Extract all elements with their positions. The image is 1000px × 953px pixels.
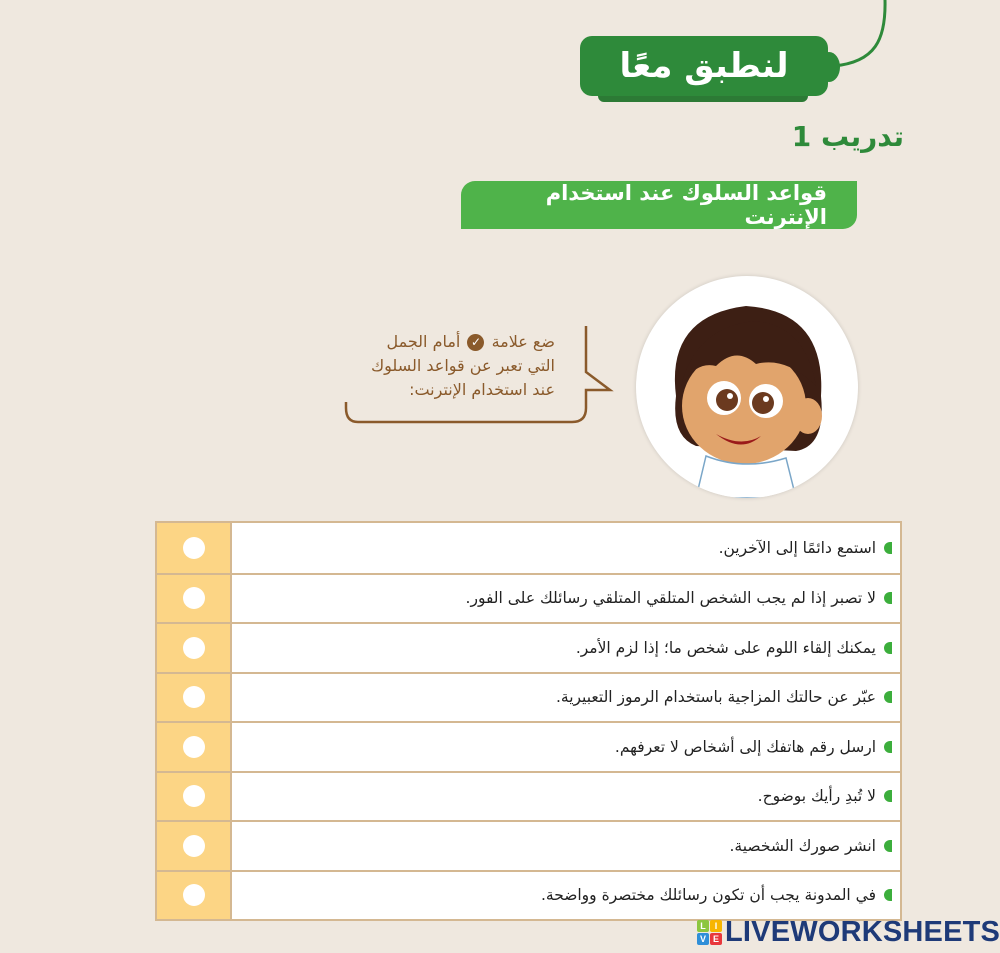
instruction-line1-a: ضع علامة (491, 332, 555, 351)
statement-text: في المدونة يجب أن تكون رسائلك مختصرة وواضحة. (540, 886, 876, 905)
table-row (157, 523, 900, 573)
table-row (157, 870, 900, 920)
logo-letter: V (697, 933, 709, 945)
exercise-title: تدريب 1 (791, 120, 904, 153)
statement-cell (232, 773, 900, 821)
table-row (157, 622, 900, 672)
statement-text: استمع دائمًا إلى الآخرين. (718, 538, 876, 557)
bullet-icon (884, 592, 892, 604)
watermark-text: LIVEWORKSHEETS (725, 915, 1000, 948)
check-target[interactable] (183, 537, 205, 559)
statement-text: عبّر عن حالتك المزاجية باستخدام الرموز التعبيرية. (555, 688, 876, 707)
statement-text: انشر صورك الشخصية. (729, 836, 876, 855)
check-cell (157, 723, 232, 771)
liveworksheets-watermark (697, 914, 1000, 950)
statement-cell (232, 723, 900, 771)
logo-letter: I (710, 920, 722, 932)
instruction-text (355, 330, 555, 402)
statement-cell (232, 523, 900, 573)
statement-text: لا تُبدِ رأيك بوضوح. (757, 787, 876, 806)
instruction-line1-b: أمام الجمل (386, 332, 461, 351)
table-row (157, 771, 900, 821)
check-target[interactable] (183, 785, 205, 807)
check-cell (157, 822, 232, 870)
section-title: قواعد السلوك عند استخدام الإنترنت (545, 181, 827, 229)
check-cell (157, 773, 232, 821)
bullet-icon (884, 691, 892, 703)
bullet-icon (884, 840, 892, 852)
check-circle-icon: ✓ (467, 334, 484, 351)
check-cell (157, 872, 232, 920)
bullet-icon (884, 642, 892, 654)
check-target[interactable] (183, 835, 205, 857)
bullet-icon (884, 741, 892, 753)
check-cell (157, 674, 232, 722)
logo-letter: L (697, 920, 709, 932)
instruction-line2: التي تعبر عن قواعد السلوك (370, 356, 555, 375)
girl-character-icon (636, 276, 858, 498)
statements-table (155, 521, 902, 921)
avatar (636, 276, 858, 498)
check-cell (157, 624, 232, 672)
statement-text: لا تصبر إذا لم يجب الشخص المتلقي المتلقي رسائلك على الفور. (465, 589, 876, 608)
check-target[interactable] (183, 884, 205, 906)
section-banner (461, 181, 857, 229)
check-target[interactable] (183, 686, 205, 708)
statement-cell (232, 872, 900, 920)
bullet-icon (884, 542, 892, 554)
statement-text: يمكنك إلقاء اللوم على شخص ما؛ إذا لزم الأمر. (575, 638, 876, 657)
table-row (157, 573, 900, 623)
logo-letter: E (710, 933, 722, 945)
statement-cell (232, 624, 900, 672)
statement-cell (232, 674, 900, 722)
instruction-line3: عند استخدام الإنترنت: (409, 380, 555, 399)
check-cell (157, 575, 232, 623)
check-target[interactable] (183, 637, 205, 659)
check-target[interactable] (183, 736, 205, 758)
table-row (157, 721, 900, 771)
table-row (157, 672, 900, 722)
check-cell (157, 523, 232, 573)
lets-apply-badge: لنطبق معًا (580, 36, 828, 96)
liveworksheets-logo-icon (697, 920, 722, 945)
bullet-icon (884, 889, 892, 901)
statement-cell (232, 575, 900, 623)
table-row (157, 820, 900, 870)
check-target[interactable] (183, 587, 205, 609)
statement-cell (232, 822, 900, 870)
statement-text: ارسل رقم هاتفك إلى أشخاص لا تعرفهم. (614, 737, 876, 756)
bullet-icon (884, 790, 892, 802)
